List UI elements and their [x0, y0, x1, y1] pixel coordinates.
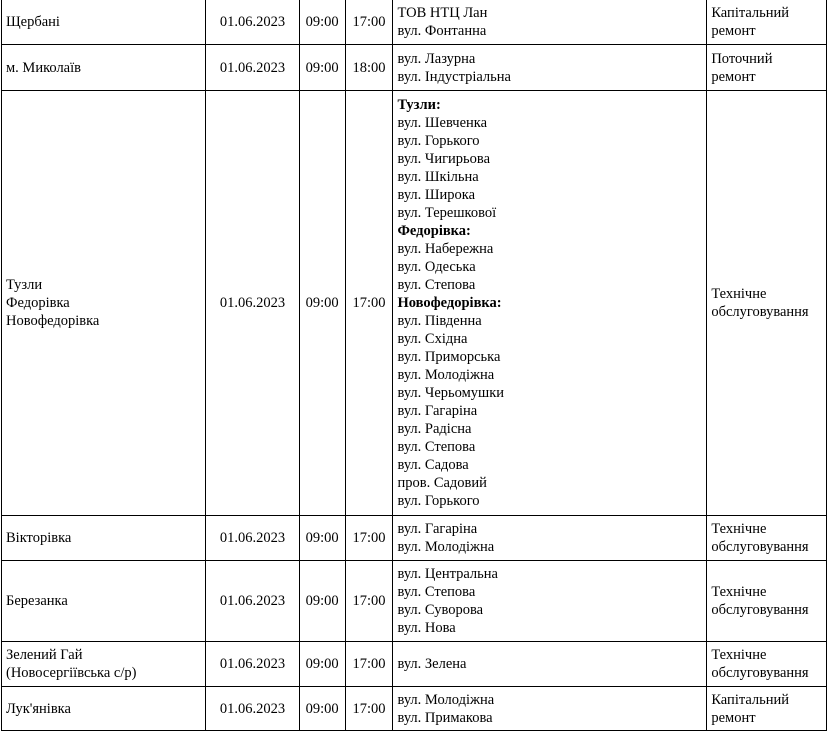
start-time-cell: 09:00 — [299, 45, 345, 91]
settlement-line: (Новосергіївська с/р) — [6, 665, 137, 681]
street-line: вул. Чигирьова — [397, 151, 491, 167]
start-time-cell: 09:00 — [299, 687, 345, 731]
street-line: вул. Одеська — [397, 259, 476, 275]
end-time-cell: 17:00 — [345, 561, 393, 642]
settlement-line: Лук'янівка — [6, 700, 71, 717]
end-time-cell: 17:00 — [345, 0, 393, 45]
street-line: вул. Гагаріна — [397, 521, 478, 537]
street-line: вул. Радісна — [397, 421, 472, 437]
settlement-cell — [2, 687, 206, 731]
work-type-line: обслуговування — [711, 665, 809, 681]
street-line: вул. Центральна — [397, 566, 498, 582]
end-time-cell: 17:00 — [345, 687, 393, 731]
settlement-line: Тузли — [6, 277, 43, 293]
table-row — [2, 0, 827, 45]
street-line: вул. Широка — [397, 187, 476, 203]
date-cell: 01.06.2023 — [206, 0, 299, 45]
street-line: вул. Молодіжна — [397, 691, 495, 708]
settlement-line: Вікторівка — [6, 530, 72, 546]
settlement-cell — [2, 642, 206, 687]
street-line: вул. Терешкової — [397, 205, 497, 221]
work-type-line: ремонт — [711, 68, 756, 85]
street-line: вул. Індустріальна — [397, 68, 511, 85]
date-cell: 01.06.2023 — [206, 642, 299, 687]
settlement-cell — [2, 516, 206, 561]
date-cell: 01.06.2023 — [206, 516, 299, 561]
street-line: пров. Садовий — [397, 475, 487, 491]
street-line: вул. Молодіжна — [397, 367, 495, 383]
locality-heading: Новофедорівка: — [397, 295, 502, 311]
work-type-cell — [707, 0, 827, 45]
work-type-line: Капітальний — [711, 691, 790, 708]
street-line: вул. Південна — [397, 313, 482, 329]
work-type-cell — [707, 687, 827, 731]
street-line: вул. Фонтанна — [397, 23, 487, 39]
streets-cell — [393, 91, 707, 516]
work-type-line: Технічне — [711, 521, 767, 537]
start-time-cell: 09:00 — [299, 0, 345, 45]
work-type-line: Капітальний — [711, 5, 790, 21]
table-row — [2, 687, 827, 731]
street-line: вул. Молодіжна — [397, 539, 495, 555]
street-line: вул. Східна — [397, 331, 468, 347]
date-cell: 01.06.2023 — [206, 561, 299, 642]
work-type-cell — [707, 642, 827, 687]
work-type-cell — [707, 516, 827, 561]
street-line: вул. Гагаріна — [397, 403, 478, 419]
work-type-cell — [707, 91, 827, 516]
street-line: вул. Черьомушки — [397, 385, 505, 401]
work-type-line: обслуговування — [711, 539, 809, 555]
end-time-cell: 17:00 — [345, 642, 393, 687]
streets-cell — [393, 642, 707, 687]
settlement-cell — [2, 0, 206, 45]
street-line: вул. Зелена — [397, 656, 467, 672]
settlement-line: м. Миколаїв — [6, 59, 81, 76]
street-line: вул. Горького — [397, 133, 480, 149]
start-time-cell: 09:00 — [299, 516, 345, 561]
street-line: вул. Приморська — [397, 349, 501, 365]
start-time-cell: 09:00 — [299, 642, 345, 687]
end-time-cell: 17:00 — [345, 516, 393, 561]
table-row — [2, 45, 827, 91]
work-type-line: обслуговування — [711, 304, 809, 320]
streets-cell — [393, 516, 707, 561]
settlement-cell — [2, 91, 206, 516]
start-time-cell: 09:00 — [299, 561, 345, 642]
work-type-line: Технічне — [711, 647, 767, 663]
date-cell: 01.06.2023 — [206, 687, 299, 731]
work-type-line: ремонт — [711, 23, 756, 39]
outage-schedule-table — [1, 0, 827, 731]
settlement-line: Новофедорівка — [6, 313, 100, 329]
settlement-cell — [2, 561, 206, 642]
settlement-line: Березанка — [6, 593, 68, 609]
table-row — [2, 91, 827, 516]
end-time-cell: 17:00 — [345, 91, 393, 516]
start-time-cell: 09:00 — [299, 91, 345, 516]
street-line: вул. Шевченка — [397, 115, 488, 131]
street-line: вул. Степова — [397, 584, 476, 600]
streets-cell — [393, 561, 707, 642]
settlement-cell — [2, 45, 206, 91]
streets-cell — [393, 0, 707, 45]
work-type-line: Поточний — [711, 50, 773, 67]
street-line: вул. Шкільна — [397, 169, 479, 185]
settlement-line: Зелений Гай — [6, 647, 83, 663]
work-type-cell — [707, 561, 827, 642]
street-line: вул. Горького — [397, 493, 480, 509]
end-time-cell: 18:00 — [345, 45, 393, 91]
street-line: вул. Лазурна — [397, 50, 476, 67]
table-row — [2, 561, 827, 642]
street-line: вул. Суворова — [397, 602, 484, 618]
work-type-line: Технічне — [711, 584, 767, 600]
table-row — [2, 642, 827, 687]
street-line: вул. Примакова — [397, 709, 493, 726]
street-line: вул. Набережна — [397, 241, 494, 257]
settlement-line: Федорівка — [6, 295, 70, 311]
work-type-line: Технічне — [711, 286, 767, 302]
street-line: вул. Степова — [397, 439, 476, 455]
street-line: вул. Садова — [397, 457, 469, 473]
table-body — [2, 0, 827, 731]
date-cell: 01.06.2023 — [206, 91, 299, 516]
street-line: вул. Степова — [397, 277, 476, 293]
table-row — [2, 516, 827, 561]
date-cell: 01.06.2023 — [206, 45, 299, 91]
settlement-line: Щербані — [6, 14, 60, 30]
streets-cell — [393, 687, 707, 731]
work-type-cell — [707, 45, 827, 91]
locality-heading: Федорівка: — [397, 223, 471, 239]
streets-cell — [393, 45, 707, 91]
work-type-line: обслуговування — [711, 602, 809, 618]
street-line: вул. Нова — [397, 620, 456, 636]
locality-heading: Тузли: — [397, 97, 441, 113]
work-type-line: ремонт — [711, 709, 756, 726]
street-line: ТОВ НТЦ Лан — [397, 5, 488, 21]
